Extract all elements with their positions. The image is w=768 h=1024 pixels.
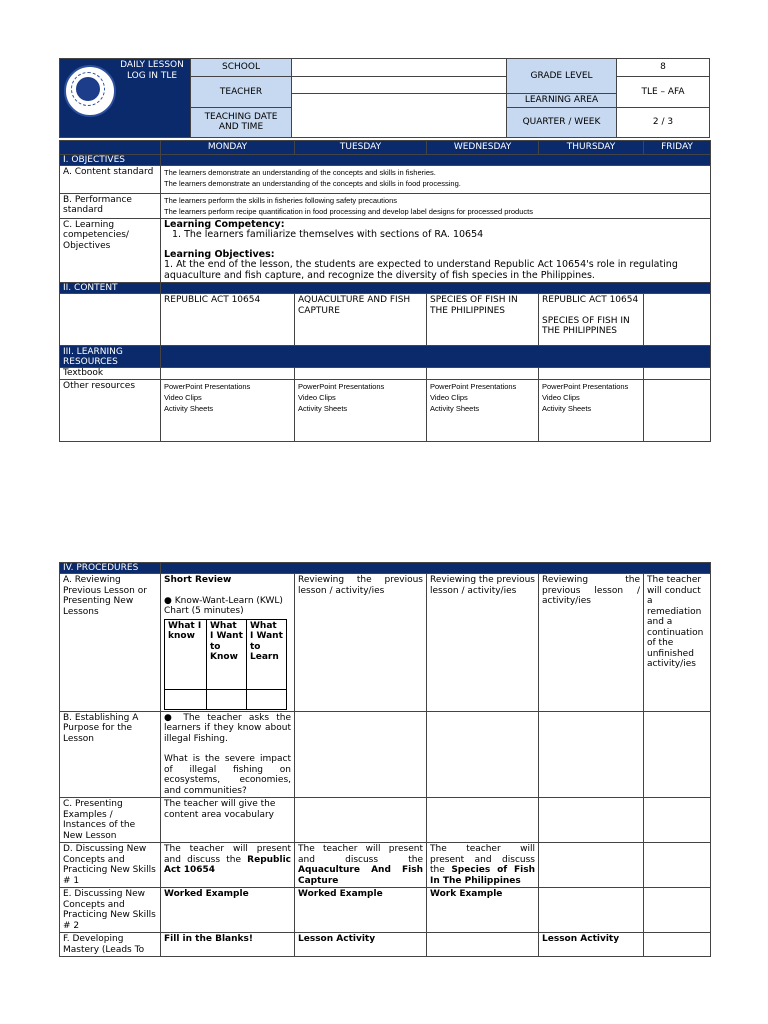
content-tuesday: AQUACULTURE AND FISH CAPTURE [295,294,427,346]
content-label-blank [60,294,161,346]
proc-f-monday: Fill in the Blanks! [161,933,295,957]
section-resources-bar [161,346,711,368]
resource-item: Video Clips [298,393,336,402]
resource-item: Activity Sheets [430,404,480,413]
grade-level-value: 8 [617,59,710,77]
proc-d-text: The teacher will present and discuss the [164,844,291,865]
proc-f-label: F. Developing Mastery (Leads To [60,933,161,957]
kwl-blank[interactable] [207,689,247,709]
content-standard-line-2: The learners demonstrate an understanding of the concepts and skills in food processing. [164,178,461,188]
section-content: II. CONTENT [60,283,161,294]
resource-item: PowerPoint Presentations [164,382,251,391]
proc-a-friday: The teacher will conduct a remediation and a continuation of the unfinished activity/ies [644,574,711,712]
content-standard-text [161,165,711,193]
short-review-heading: Short Review [164,575,232,585]
procedures-table [59,562,711,957]
proc-c-monday: The teacher will give the content area vocabulary [161,798,295,843]
resources-friday [644,380,711,442]
section-objectives: I. OBJECTIVES [60,154,161,165]
resource-item: Video Clips [542,393,580,402]
proc-b-monday [161,711,295,798]
day-tuesday: TUESDAY [295,141,427,155]
log-title: DAILY LESSON LOG IN TLE [120,60,184,81]
resource-item: Video Clips [164,393,202,402]
proc-f-thursday: Lesson Activity [539,933,644,957]
resource-item: Activity Sheets [298,404,348,413]
kwl-chart [164,619,287,710]
proc-e-label: E. Discussing New Concepts and Practicing New Skills # 2 [60,888,161,933]
proc-b-question-2: What is the severe impact of illegal fishing on ecosystems, economies, and communities? [164,754,291,796]
resources-monday [161,380,295,442]
proc-a-monday [161,574,295,712]
section-objectives-bar [161,154,711,165]
performance-standard-label: B. Performance standard [60,193,161,218]
textbook-label: Textbook [60,368,161,380]
quarter-week-value: 2 / 3 [617,107,710,137]
proc-f-tuesday: Lesson Activity [295,933,427,957]
kwl-col-want: What I Want to Know [207,619,247,689]
proc-d-topic: Republic Act 10654 [164,854,291,875]
section-procedures-bar [161,563,711,574]
resource-item: Video Clips [430,393,468,402]
proc-d-text: The teacher will present and discuss the [430,844,535,875]
section-resources: III. LEARNING RESOURCES [60,346,161,368]
competency-item: 1. The learners familiarize themselves with sections of RA. 10654 [172,229,484,240]
kwl-col-learn: What I Want to Learn [247,619,287,689]
school-label: SCHOOL [191,59,292,77]
teacher-value-blank[interactable] [292,77,507,94]
resource-item: PowerPoint Presentations [542,382,629,391]
proc-e-tuesday: Worked Example [295,888,427,933]
kwl-blank[interactable] [247,689,287,709]
proc-c-label: C. Presenting Examples / Instances of the New Lesson [60,798,161,843]
content-thursday-2: SPECIES OF FISH IN THE PHILIPPINES [542,315,630,336]
performance-standard-line-1: The learners perform the skills in fisheries following safety precautions [164,195,398,205]
competencies-label: C. Learning competencies/ Objectives [60,218,161,283]
proc-e-monday: Worked Example [161,888,295,933]
learning-area-value: TLE – AFA [617,77,710,108]
learning-area-label: LEARNING AREA [507,94,617,108]
proc-a-tuesday: Reviewing the previous lesson / activity/ies [295,574,427,712]
competencies-text [161,218,711,283]
content-thursday [539,294,644,346]
kwl-bullet: ● Know-Want-Learn (KWL) Chart (5 minutes) [164,595,283,616]
proc-d-tuesday [295,843,427,888]
resource-item: Activity Sheets [542,404,592,413]
resource-item: PowerPoint Presentations [430,382,517,391]
content-standard-line-1: The learners demonstrate an understanding of the concepts and skills in fisheries. [164,167,436,177]
proc-d-wednesday [427,843,539,888]
proc-a-wednesday: Reviewing the previous lesson / activity/ies [427,574,539,712]
performance-standard-text [161,193,711,218]
resource-item: Activity Sheets [164,404,214,413]
resources-thursday [539,380,644,442]
teaching-date-label: TEACHING DATE AND TIME [191,107,292,137]
header-blank [60,141,161,155]
header-table [59,58,710,138]
proc-e-wednesday: Work Example [427,888,539,933]
school-value[interactable] [292,59,507,77]
kwl-blank[interactable] [165,689,207,709]
proc-d-label: D. Discussing New Concepts and Practicing New Skills # 1 [60,843,161,888]
day-monday: MONDAY [161,141,295,155]
content-thursday-1: REPUBLIC ACT 10654 [542,295,639,305]
proc-d-topic: Aquaculture And Fish Capture [298,865,423,886]
content-friday [644,294,711,346]
proc-a-label: A. Reviewing Previous Lesson or Presenting New Lessons [60,574,161,712]
quarter-week-label: QUARTER / WEEK [507,107,617,137]
other-resources-label: Other resources [60,380,161,442]
deped-seal-icon [64,65,116,117]
proc-d-text: The teacher will present and discuss the [298,844,423,865]
proc-a-thursday: Reviewing the previous lesson / activity/ies [539,574,644,712]
teacher-label: TEACHER [191,77,292,108]
day-friday: FRIDAY [644,141,711,155]
content-wednesday: SPECIES OF FISH IN THE PHILIPPINES [427,294,539,346]
proc-b-question-1: ● The teacher asks the learners if they know about illegal Fishing. [164,712,291,744]
lesson-table [59,140,711,442]
kwl-col-know: What I know [165,619,207,689]
day-thursday: THURSDAY [539,141,644,155]
day-wednesday: WEDNESDAY [427,141,539,155]
content-standard-label: A. Content standard [60,165,161,193]
objectives-heading: Learning Objectives: [164,248,275,260]
proc-b-label: B. Establishing A Purpose for the Lesson [60,711,161,798]
resources-tuesday [295,380,427,442]
section-content-bar [161,283,711,294]
header-logo-cell [60,59,191,138]
proc-d-monday [161,843,295,888]
section-procedures: IV. PROCEDURES [60,563,161,574]
objectives-text: 1. At the end of the lesson, the students are expected to understand Republic Act 10654's role in regulating aquaculture and fish capture, and recognize the diversity of fish species in the Philippines. [164,259,678,281]
performance-standard-line-2: The learners perform recipe quantification in food processing and develop label designs for processed products [164,206,533,216]
content-monday: REPUBLIC ACT 10654 [161,294,295,346]
competency-heading: Learning Competency: [164,218,285,230]
proc-d-topic: Species of Fish In The Philippines [430,865,535,886]
teacher-value[interactable] [292,94,507,138]
resources-wednesday [427,380,539,442]
grade-level-label: GRADE LEVEL [507,59,617,94]
resource-item: PowerPoint Presentations [298,382,385,391]
